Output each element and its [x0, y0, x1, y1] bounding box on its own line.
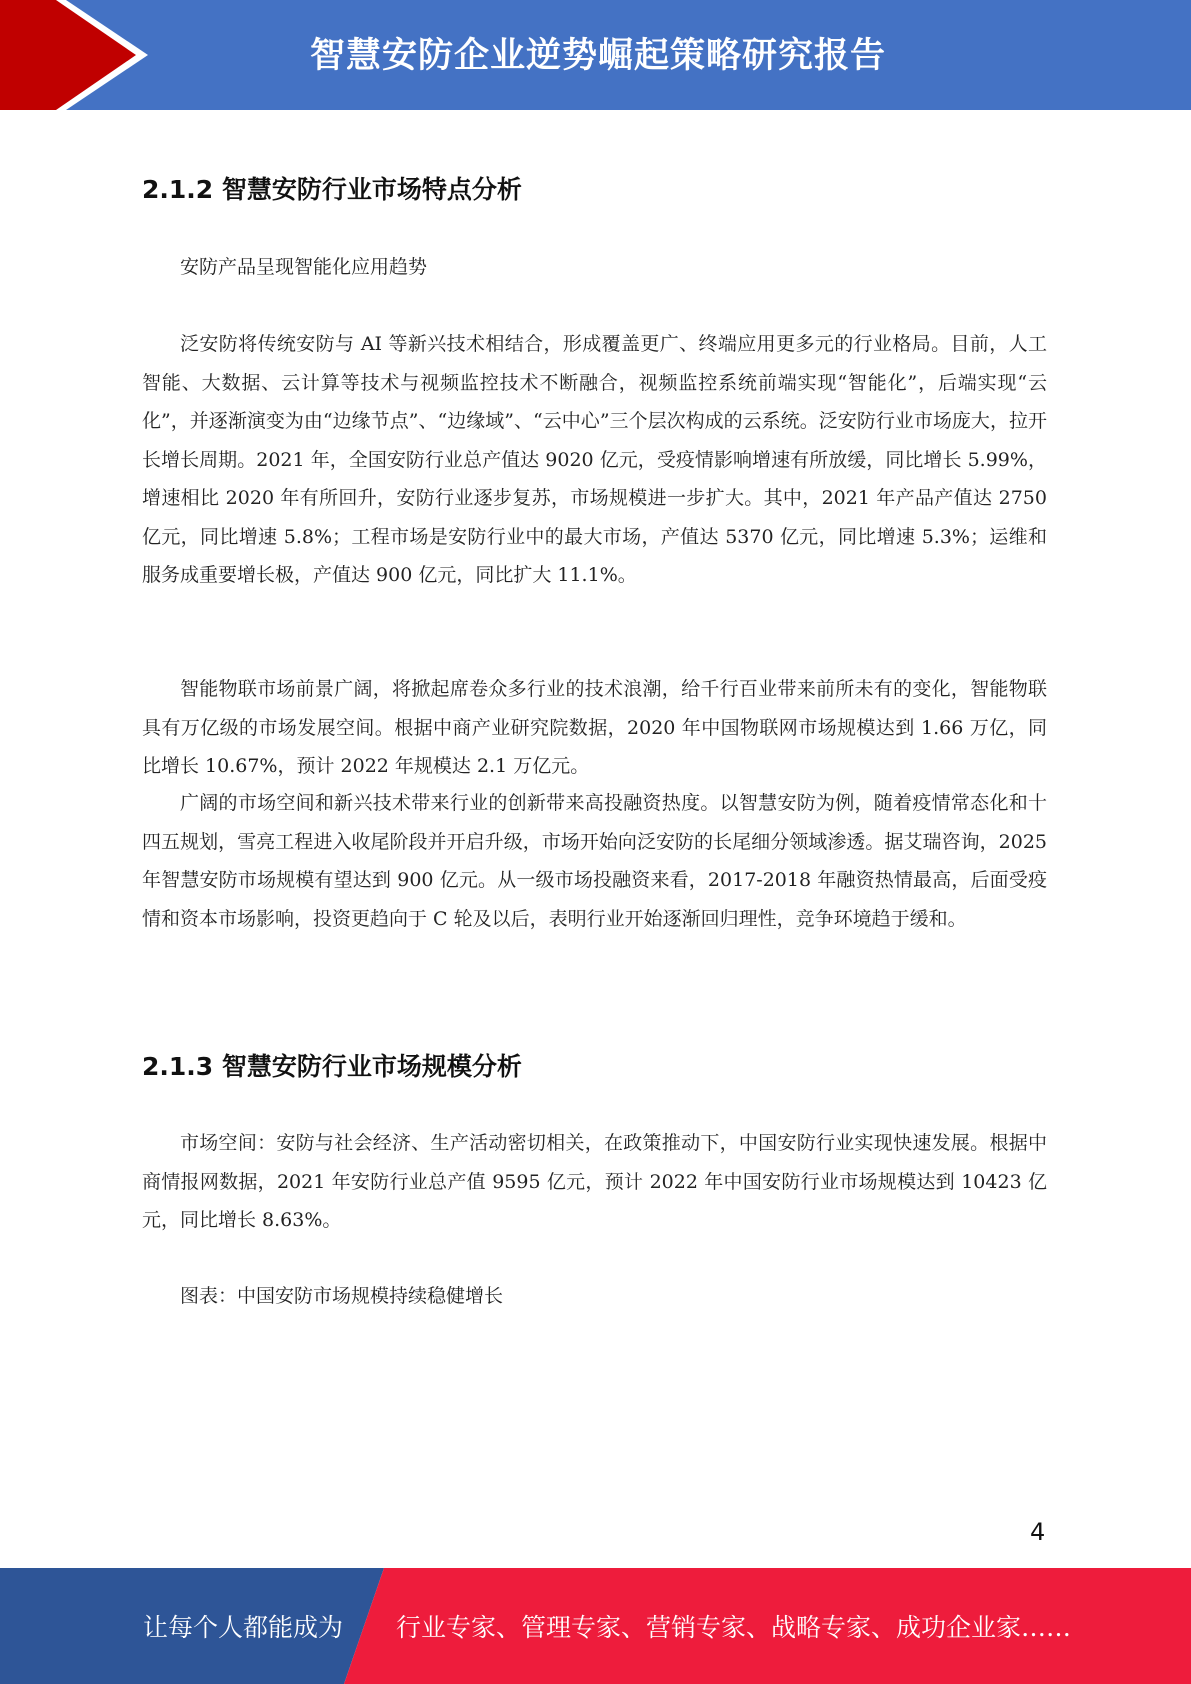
header-chevron-decoration [0, 0, 160, 110]
footer-slogan-left: 让每个人都能成为 [143, 1613, 344, 1642]
section-heading-2-1-2: 2.1.2 智慧安防行业市场特点分析 [142, 175, 522, 204]
paragraph-pan-security: 泛安防将传统安防与 AI 等新兴技术相结合，形成覆盖更广、终端应用更多元的行业格局。目前，人工智能、大数据、云计算等技术与视频监控技术不断融合，视频监控系统前端实现“智能化”，后端实现“云化”，并逐渐演变为由“边缘节点”、“边缘域”、“云中心”三个层次构成的云系统。泛安防行业市场庞大，拉开长增长周期。2021 年，全国安防行业总产值达 9020 亿元，受疫情影响增速有所放缓，同比增长 5.99%，增速相比 2020 年有所回升，安防行业逐步复苏，市场规模进一步扩大。其中，2021 年产品产值达 2750 亿元，同比增速 5.8%；工程市场是安防行业中的最大市场，产值达 5370 亿元，同比增速 5.3%；运维和服务成重要增长极，产值达 900 亿元，同比扩大 11.1%。 [142, 333, 1047, 586]
footer-banner [0, 1568, 1191, 1684]
report-title: 智慧安防企业逆势崛起策略研究报告 [310, 36, 887, 76]
figure-caption: 图表：中国安防市场规模持续稳健增长 [180, 1285, 504, 1307]
paragraph-investment: 广阔的市场空间和新兴技术带来行业的创新带来高投融资热度。以智慧安防为例，随着疫情常态化和十四五规划，雪亮工程进入收尾阶段并开启升级，市场开始向泛安防的长尾细分领域渗透。据艾瑞咨询，2025 年智慧安防市场规模有望达到 900 亿元。从一级市场投融资来看，2017-2018 年融资热情最高，后面受疫情和资本市场影响，投资更趋向于 C 轮及以后，表明行业开始逐渐回归理性，竞争环境趋于缓和。 [142, 792, 1047, 930]
header-bar [0, 0, 1191, 110]
page-number: 4 [1030, 1518, 1046, 1546]
paragraph-iot-market: 智能物联市场前景广阔，将掀起席卷众多行业的技术浪潮，给千行百业带来前所未有的变化，智能物联具有万亿级的市场发展空间。根据中商产业研究院数据，2020 年中国物联网市场规模达到 1.66 万亿，同比增长 10.67%，预计 2022 年规模达 2.1 万亿元。 [142, 678, 1047, 777]
paragraph-subtitle-trend: 安防产品呈现智能化应用趋势 [180, 256, 428, 278]
paragraph-market-space: 市场空间：安防与社会经济、生产活动密切相关，在政策推动下，中国安防行业实现快速发展。根据中商情报网数据，2021 年安防行业总产值 9595 亿元，预计 2022 年中国安防行业市场规模达到 10423 亿元，同比增长 8.63%。 [142, 1132, 1047, 1231]
footer-slogan-right: 行业专家、管理专家、营销专家、战略专家、成功企业家…… [396, 1613, 1072, 1642]
section-heading-2-1-3: 2.1.3 智慧安防行业市场规模分析 [142, 1052, 522, 1081]
